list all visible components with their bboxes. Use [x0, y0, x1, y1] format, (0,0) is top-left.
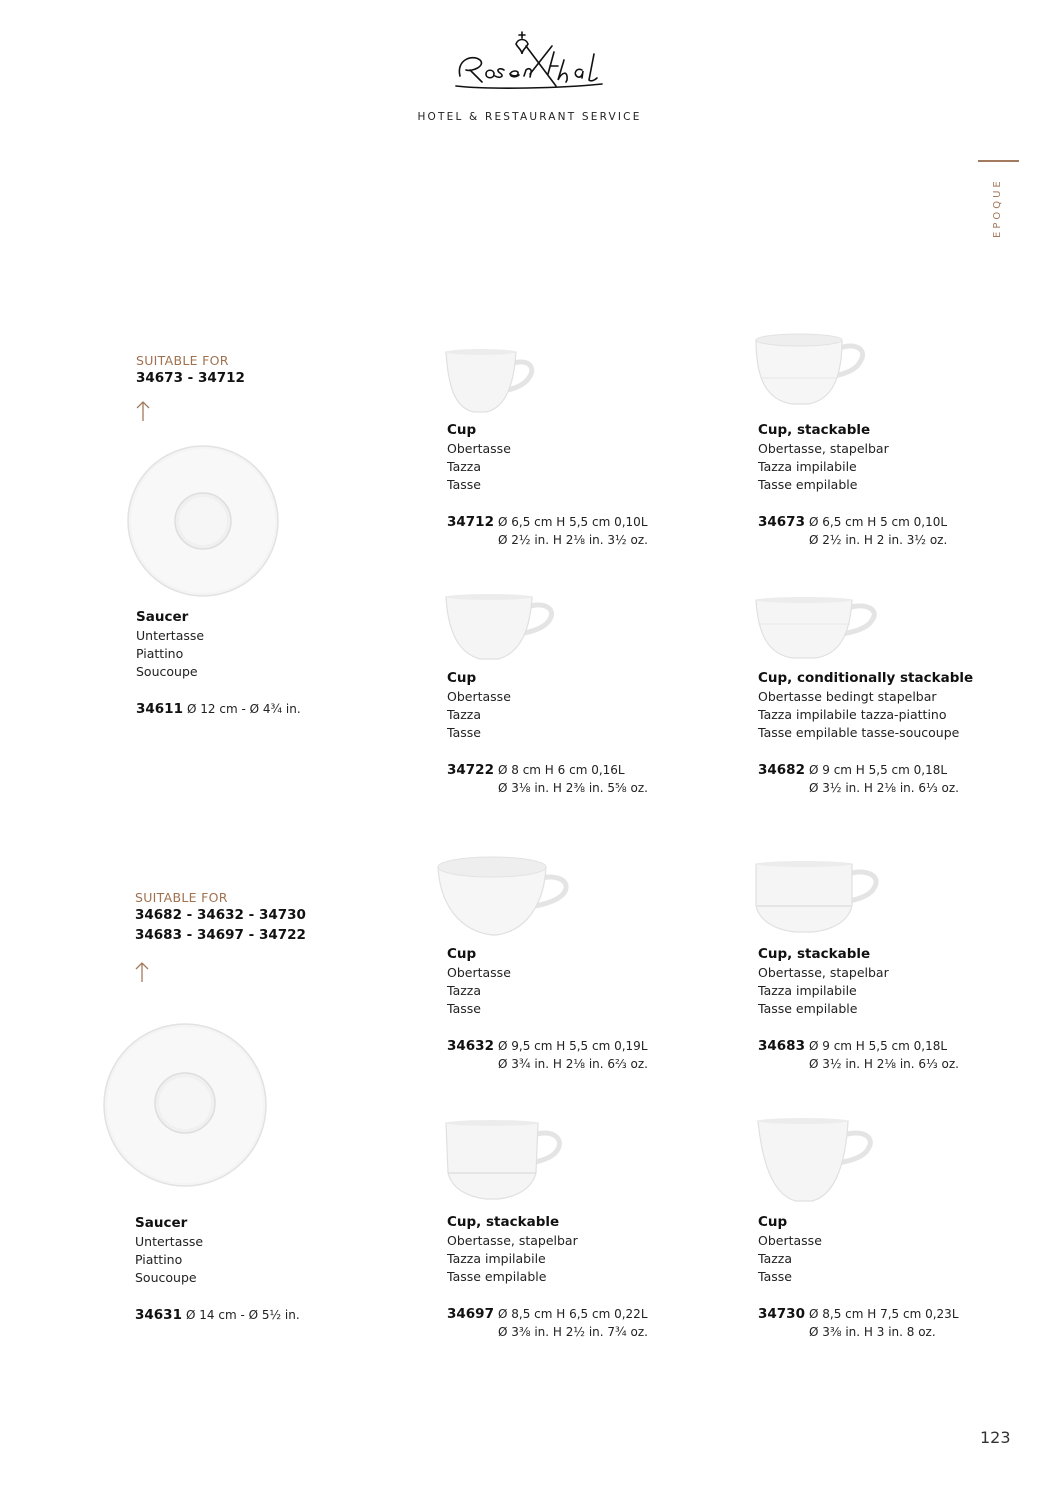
- product-code: 34697: [447, 1306, 494, 1322]
- product-spec: [447, 761, 648, 797]
- rosenthal-logo: [452, 30, 608, 92]
- arrow-up-icon: [136, 400, 150, 422]
- product-title: Cup, stackable: [758, 422, 871, 438]
- product-translation: Tazza: [447, 707, 482, 722]
- suitable-for-block: [136, 353, 245, 388]
- product-translation: Tazza: [447, 459, 482, 474]
- product-translation: Obertasse, stapelbar: [447, 1233, 578, 1248]
- cup-stackable-image: [752, 594, 888, 662]
- product-translation: Obertasse: [758, 1233, 822, 1248]
- product-dims-imperial: Ø 3½ in. H 2⅛ in. 6⅓ oz.: [809, 1057, 959, 1071]
- cup-product-34683: [758, 945, 959, 1073]
- product-spec: [758, 1037, 959, 1073]
- cup-image: [752, 1115, 888, 1207]
- product-translation: Obertasse, stapelbar: [758, 965, 889, 980]
- product-dims-metric: Ø 6,5 cm H 5,5 cm 0,10L: [498, 515, 648, 529]
- product-code: 34682: [758, 762, 805, 778]
- cup-product-34730: [758, 1213, 959, 1341]
- product-title: Cup: [447, 422, 477, 438]
- cup-product-34722: [447, 669, 648, 797]
- product-dims-imperial: Ø 2½ in. H 2⅛ in. 3½ oz.: [498, 533, 648, 547]
- product-title: Cup, stackable: [447, 1214, 560, 1230]
- arrow-up-icon: [135, 961, 149, 983]
- saucer-image: [101, 1021, 269, 1189]
- product-translation: Tazza impilabile: [758, 983, 857, 998]
- product-dims-metric: Ø 6,5 cm H 5 cm 0,10L: [809, 515, 948, 529]
- product-translation: Tazza: [447, 983, 482, 998]
- collection-label: EPOQUE: [992, 178, 1003, 238]
- product-translation: Obertasse: [447, 689, 511, 704]
- product-spec: [447, 513, 648, 549]
- cup-stackable-image: [440, 1117, 576, 1203]
- product-translation: Obertasse: [447, 965, 511, 980]
- product-translation: Tazza impilabile: [447, 1251, 546, 1266]
- suitable-for-block: [135, 890, 306, 945]
- product-code: 34632: [447, 1038, 494, 1054]
- product-code: 34683: [758, 1038, 805, 1054]
- product-translation: Obertasse, stapelbar: [758, 441, 889, 456]
- product-dims-metric: Ø 8,5 cm H 6,5 cm 0,22L: [498, 1307, 648, 1321]
- cup-product-34712: [447, 421, 648, 549]
- suitable-for-label: SUITABLE FOR: [136, 353, 229, 368]
- product-title: Cup: [447, 946, 477, 962]
- product-title: Cup: [758, 1214, 788, 1230]
- product-dims: Ø 14 cm - Ø 5½ in.: [186, 1308, 300, 1322]
- cup-stackable-image: [752, 330, 870, 410]
- product-title: Cup, conditionally stackable: [758, 670, 974, 686]
- saucer-product-34611: [136, 608, 301, 718]
- cup-product-34632: [447, 945, 648, 1073]
- product-dims-imperial: Ø 3⅛ in. H 2⅜ in. 5⅝ oz.: [498, 781, 648, 795]
- product-dims-imperial: Ø 3½ in. H 2⅛ in. 6⅓ oz.: [809, 781, 959, 795]
- product-translation: Tasse empilable: [758, 477, 858, 492]
- product-dims-imperial: Ø 2½ in. H 2 in. 3½ oz.: [809, 533, 948, 547]
- product-translation: Tazza impilabile: [758, 459, 857, 474]
- suitable-for-ref: 34683 - 34697 - 34722: [135, 927, 306, 943]
- product-translation: Tasse empilable: [447, 1269, 547, 1284]
- product-title: Cup, stackable: [758, 946, 871, 962]
- product-translation: Soucoupe: [136, 664, 198, 679]
- cup-image: [434, 851, 578, 939]
- product-dims-imperial: Ø 3⅜ in. H 2½ in. 7¾ oz.: [498, 1325, 648, 1339]
- product-dims-metric: Ø 9,5 cm H 5,5 cm 0,19L: [498, 1039, 648, 1053]
- product-translation: Piattino: [136, 646, 184, 661]
- product-dims-imperial: Ø 3⅜ in. H 3 in. 8 oz.: [809, 1325, 936, 1339]
- cup-image: [440, 591, 560, 663]
- product-dims-metric: Ø 9 cm H 5,5 cm 0,18L: [809, 1039, 948, 1053]
- product-code: 34730: [758, 1306, 805, 1322]
- product-title: Cup: [447, 670, 477, 686]
- product-dims-metric: Ø 8,5 cm H 7,5 cm 0,23L: [809, 1307, 959, 1321]
- product-translation: Untertasse: [135, 1234, 204, 1249]
- product-translation: Piattino: [135, 1252, 183, 1267]
- product-translation: Tasse: [447, 725, 481, 740]
- cup-product-34682: [758, 669, 973, 797]
- cup-product-34697: [447, 1213, 648, 1341]
- saucer-product-34631: [135, 1214, 300, 1324]
- product-translation: Tasse: [758, 1269, 792, 1284]
- product-translation: Soucoupe: [135, 1270, 197, 1285]
- cup-image: [440, 344, 540, 416]
- product-dims-imperial: Ø 3¾ in. H 2⅛ in. 6⅔ oz.: [498, 1057, 648, 1071]
- product-title: Saucer: [135, 1215, 188, 1231]
- product-code: 34611: [136, 701, 183, 717]
- product-code: 34673: [758, 514, 805, 530]
- product-code: 34722: [447, 762, 494, 778]
- product-spec: [447, 1037, 648, 1073]
- product-translation: Obertasse: [447, 441, 511, 456]
- product-translation: Tasse: [447, 1001, 481, 1016]
- product-spec: [135, 1306, 300, 1324]
- product-spec: [758, 761, 973, 797]
- product-spec: [758, 513, 947, 549]
- product-spec: [447, 1305, 648, 1341]
- brand-subtitle: HOTEL & RESTAURANT SERVICE: [417, 111, 642, 123]
- product-spec: [136, 700, 301, 718]
- product-translation: Tazza: [758, 1251, 793, 1266]
- product-spec: [758, 1305, 959, 1341]
- product-code: 34631: [135, 1307, 182, 1323]
- suitable-for-label: SUITABLE FOR: [135, 890, 228, 905]
- product-translation: Tazza impilabile tazza-piattino: [758, 707, 947, 722]
- product-dims-metric: Ø 8 cm H 6 cm 0,16L: [498, 763, 625, 777]
- product-translation: Untertasse: [136, 628, 205, 643]
- product-translation: Obertasse bedingt stapelbar: [758, 689, 937, 704]
- product-translation: Tasse: [447, 477, 481, 492]
- product-dims: Ø 12 cm - Ø 4¾ in.: [187, 702, 301, 716]
- suitable-for-ref: 34682 - 34632 - 34730: [135, 907, 306, 923]
- cup-product-34673: [758, 421, 947, 549]
- side-rule: [978, 160, 1019, 162]
- page-number: 123: [980, 1428, 1011, 1447]
- cup-stackable-image: [752, 858, 890, 936]
- saucer-image: [125, 443, 281, 599]
- suitable-for-ref: 34673 - 34712: [136, 370, 245, 386]
- product-translation: Tasse empilable: [758, 1001, 858, 1016]
- product-code: 34712: [447, 514, 494, 530]
- product-translation: Tasse empilable tasse-soucoupe: [758, 725, 960, 740]
- product-dims-metric: Ø 9 cm H 5,5 cm 0,18L: [809, 763, 948, 777]
- product-title: Saucer: [136, 609, 189, 625]
